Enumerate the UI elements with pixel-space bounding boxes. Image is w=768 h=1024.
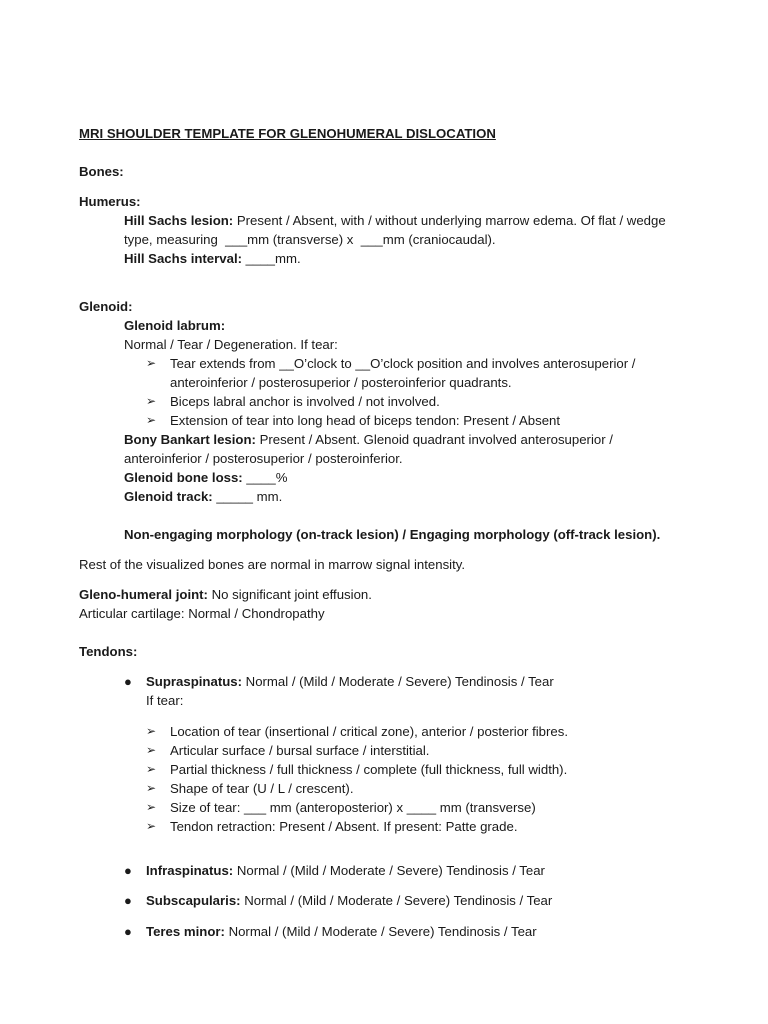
list-item: ➢ Biceps labral anchor is involved / not involved. [146, 394, 440, 409]
supraspinatus-tear-list [146, 722, 708, 836]
list-item-continuation: anteroinferior / posterosuperior / posteroinferior quadrants. [170, 375, 512, 390]
glenoid-track: Glenoid track: _____ mm. [124, 489, 283, 504]
glenoid-labrum-text: Normal / Tear / Degeneration. If tear: [124, 337, 338, 352]
hill-sachs-line-1: Hill Sachs lesion: Present / Absent, with / without underlying marrow edema. Of flat / wedge [124, 213, 666, 228]
glenoid-bone-loss: Glenoid bone loss: ____% [124, 470, 288, 485]
arrow-bullet-icon: ➢ [146, 800, 157, 814]
glenoid-heading: Glenoid: [79, 299, 133, 314]
arrow-bullet-icon: ➢ [146, 394, 157, 408]
list-item: ➢ Tear extends from __O’clock to __O’clock position and involves anterosuperior / [146, 356, 636, 371]
morphology-line: Non-engaging morphology (on-track lesion) / Engaging morphology (off-track lesion). [124, 527, 661, 542]
humerus-heading: Humerus: [79, 194, 141, 209]
bones-heading: Bones: [79, 164, 124, 179]
hill-sachs-interval: Hill Sachs interval: ____mm. [124, 251, 301, 266]
rest-bones-text: Rest of the visualized bones are normal in marrow signal intensity. [79, 557, 466, 572]
bullet-icon: ● [124, 924, 132, 939]
tendons-heading: Tendons: [79, 644, 138, 659]
infraspinatus-item: ● Infraspinatus: Normal / (Mild / Moderate / Severe) Tendinosis / Tear [124, 863, 545, 878]
subscapularis-item: ● Subscapularis: Normal / (Mild / Moderate / Severe) Tendinosis / Tear [124, 893, 553, 908]
bullet-icon: ● [124, 674, 132, 689]
hill-sachs-line-2: type, measuring ___mm (transverse) x ___mm (craniocaudal). [124, 232, 496, 247]
articular-cartilage: Articular cartilage: Normal / Chondropathy [79, 606, 325, 621]
glenoid-labrum-label: Glenoid labrum: [124, 318, 226, 333]
arrow-bullet-icon: ➢ [146, 819, 157, 833]
bullet-icon: ● [124, 863, 132, 878]
document-title: MRI SHOULDER TEMPLATE FOR GLENOHUMERAL DISLOCATION [79, 126, 496, 141]
list-item: ➢ Location of tear (insertional / critical zone), anterior / posterior fibres. [146, 724, 569, 739]
list-item: ➢ Tendon retraction: Present / Absent. If present: Patte grade. [146, 819, 518, 834]
bullet-icon: ● [124, 893, 132, 908]
teres-minor-item: ● Teres minor: Normal / (Mild / Moderate / Severe) Tendinosis / Tear [124, 924, 537, 939]
list-item: ➢ Partial thickness / full thickness / complete (full thickness, full width). [146, 762, 568, 777]
list-item: ➢ Extension of tear into long head of biceps tendon: Present / Absent [146, 413, 561, 428]
supraspinatus-item: ● Supraspinatus: Normal / (Mild / Moderate / Severe) Tendinosis / Tear [124, 674, 554, 689]
arrow-bullet-icon: ➢ [146, 762, 157, 776]
arrow-bullet-icon: ➢ [146, 356, 157, 370]
list-item: ➢ Articular surface / bursal surface / interstitial. [146, 743, 430, 758]
arrow-bullet-icon: ➢ [146, 743, 157, 757]
bony-bankart-line-1: Bony Bankart lesion: Present / Absent. Glenoid quadrant involved anterosuperior / [124, 432, 613, 447]
glenohumeral-joint: Gleno-humeral joint: No significant joint effusion. [79, 587, 372, 602]
supraspinatus-if-tear: If tear: [146, 693, 184, 708]
list-item: ➢ Size of tear: ___ mm (anteroposterior) x ____ mm (transverse) [146, 800, 536, 815]
labral-tear-list [146, 354, 708, 430]
arrow-bullet-icon: ➢ [146, 781, 157, 795]
arrow-bullet-icon: ➢ [146, 724, 157, 738]
arrow-bullet-icon: ➢ [146, 413, 157, 427]
list-item: ➢ Shape of tear (U / L / crescent). [146, 781, 354, 796]
bony-bankart-line-2: anteroinferior / posterosuperior / posteroinferior. [124, 451, 403, 466]
